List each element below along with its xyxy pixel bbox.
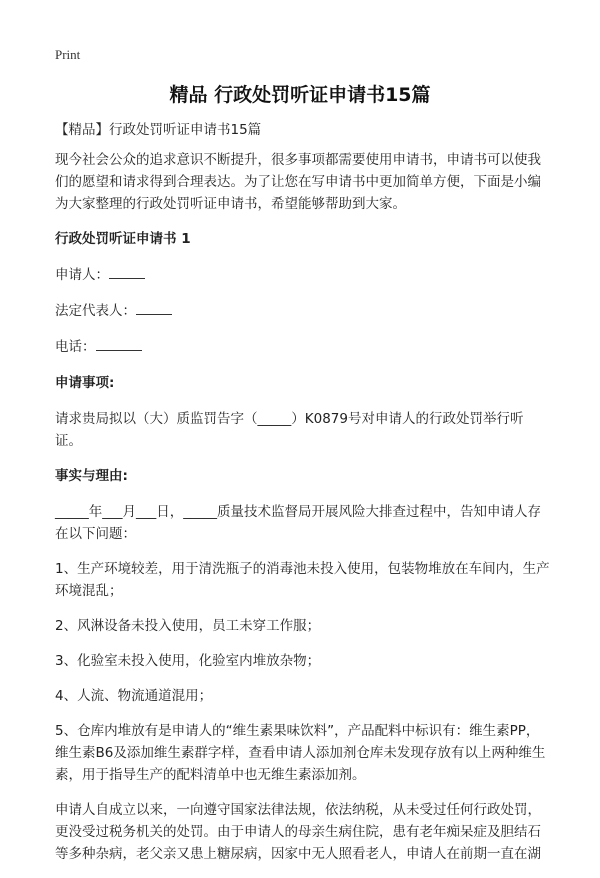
phone-blank bbox=[96, 336, 142, 351]
issue-item: 2、风淋设备未投入使用，员工未穿工作服； bbox=[55, 618, 321, 634]
page-title: 精品 行政处罚听证申请书15篇 bbox=[169, 84, 431, 106]
document-subtitle: 【精品】行政处罚听证申请书15篇 bbox=[55, 122, 262, 138]
phone-field bbox=[55, 336, 550, 358]
legal-rep-blank bbox=[136, 300, 172, 315]
phone-label: 电话： bbox=[55, 339, 96, 355]
applicant-field bbox=[55, 264, 550, 286]
application-items-heading: 申请事项: bbox=[55, 375, 115, 391]
print-link[interactable]: Print bbox=[55, 47, 81, 62]
facts-heading: 事实与理由: bbox=[55, 468, 128, 484]
legal-rep-field bbox=[55, 300, 550, 322]
section-heading: 行政处罚听证申请书 1 bbox=[55, 231, 191, 247]
application-items-text: 请求贵局拟以（大）质监罚告字（_____）K0879号对申请人的行政处罚举行听证。 bbox=[55, 411, 524, 449]
applicant-blank bbox=[109, 264, 145, 279]
legal-rep-label: 法定代表人： bbox=[55, 303, 136, 319]
issue-item: 1、生产环境较差，用于清洗瓶子的消毒池未投入使用，包装物堆放在车间内，生产环境混乱； bbox=[55, 561, 550, 599]
facts-intro: _____年___月___日，_____质量技术监督局开展风险大排查过程中，告知申请人存在以下问题： bbox=[55, 504, 541, 542]
issue-item: 4、人流、物流通道混用； bbox=[55, 688, 213, 704]
intro-paragraph: 现今社会公众的追求意识不断提升，很多事项都需要使用申请书，申请书可以使我们的愿望和请求得到合理表达。为了让您在写申请书中更加简单方便，下面是小编为大家整理的行政处罚听证申请书，希望能够帮助到大家。 bbox=[55, 152, 541, 212]
issue-item: 3、化验室未投入使用，化验室内堆放杂物； bbox=[55, 653, 321, 669]
issue-item: 5、仓库内堆放有是申请人的“维生素果味饮料”，产品配料中标识有：维生素PP，维生素B6及添加维生素群字样，查看申请人添加剂仓库未发现存放有以上两种维生素，用于指导生产的配料清单中也无维生素添加剂。 bbox=[55, 723, 546, 783]
closing-paragraph: 申请人自成立以来，一向遵守国家法律法规，依法纳税，从未受过任何行政处罚，更没受过税务机关的处罚。由于申请人的母亲生病住院，患有老年痴呆症及胆结石等多种杂病，老父亲又患上糖尿病，因家中无人照看老人，申请人在前期一直在湖 bbox=[55, 802, 541, 862]
document-body bbox=[55, 119, 550, 878]
applicant-label: 申请人： bbox=[55, 267, 109, 283]
